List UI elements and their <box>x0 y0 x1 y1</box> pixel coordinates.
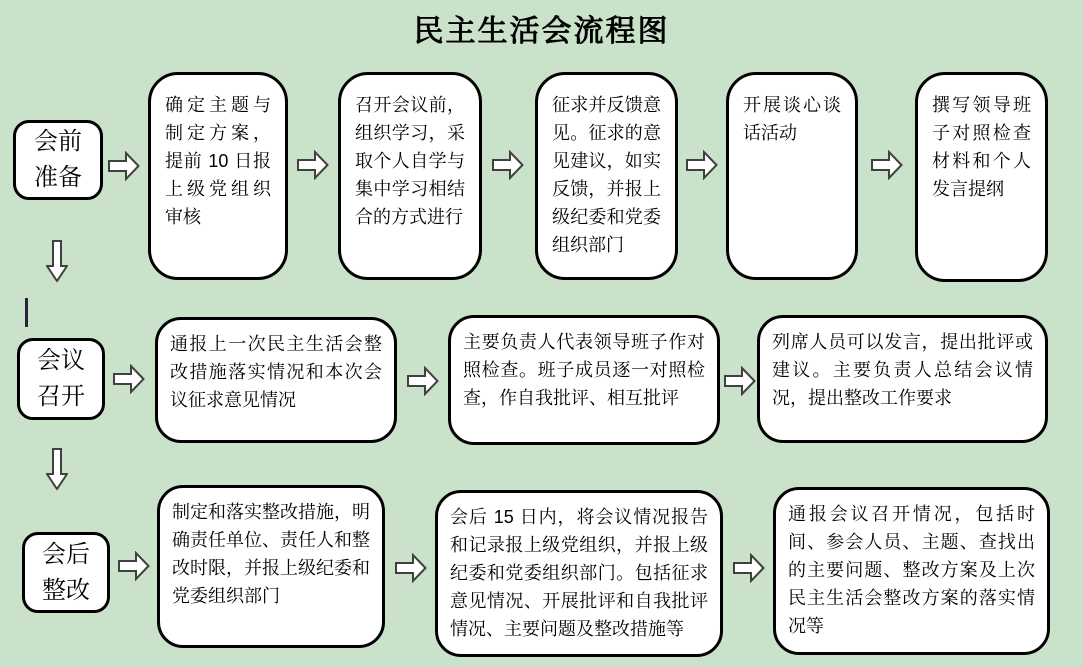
arrow-right-icon <box>113 364 145 394</box>
arrow-right-icon <box>733 553 765 583</box>
step-box: 会后 15 日内，将会议情况报告和记录报上级党组织，并报上级纪委和党委组织部门。包括征求意见情况、开展批评和自我批评情况、主要问题及整改措施等 <box>435 490 723 657</box>
arrow-right-icon <box>108 151 140 181</box>
arrow-right-icon <box>492 150 524 180</box>
arrow-down-icon <box>46 240 68 282</box>
step-box: 列席人员可以发言，提出批评或建议。主要负责人总结会议情况，提出整改工作要求 <box>757 315 1048 443</box>
step-box: 通报上一次民主生活会整改措施落实情况和本次会议征求意见情况 <box>155 317 397 443</box>
connector-line-fragment <box>25 298 28 327</box>
arrow-right-icon <box>118 551 150 581</box>
step-box: 征求并反馈意见。征求的意见建议，如实反馈，并报上级纪委和党委组织部门 <box>535 72 678 280</box>
arrow-right-icon <box>297 150 329 180</box>
arrow-right-icon <box>686 150 718 180</box>
step-box: 撰写领导班子对照检查材料和个人发言提纲 <box>915 72 1048 282</box>
stage-label-post-meeting: 会后整改 <box>22 532 110 613</box>
page-title: 民主生活会流程图 <box>413 15 670 48</box>
step-box: 召开会议前，组织学习，采取个人自学与集中学习相结合的方式进行 <box>338 72 482 280</box>
arrow-right-icon <box>871 150 903 180</box>
arrow-right-icon <box>395 553 427 583</box>
step-box: 主要负责人代表领导班子作对照检查。班子成员逐一对照检查，作自我批评、相互批评 <box>448 315 720 445</box>
step-box: 通报会议召开情况，包括时间、参会人员、主题、查找出的主要问题、整改方案及上次民主生活会整改方案的落实情况等 <box>773 487 1050 655</box>
arrow-down-icon <box>46 448 68 490</box>
stage-label-meeting: 会议召开 <box>17 338 105 420</box>
step-box: 开展谈心谈话活动 <box>726 72 858 280</box>
step-box: 制定和落实整改措施，明确责任单位、责任人和整改时限，并报上级纪委和党委组织部门 <box>157 485 385 648</box>
arrow-right-icon <box>407 366 439 396</box>
arrow-right-icon <box>724 366 756 396</box>
step-box: 确定主题与制定方案，提前 10 日报上级党组织审核 <box>148 72 288 280</box>
stage-label-pre-meeting: 会前准备 <box>13 120 103 200</box>
